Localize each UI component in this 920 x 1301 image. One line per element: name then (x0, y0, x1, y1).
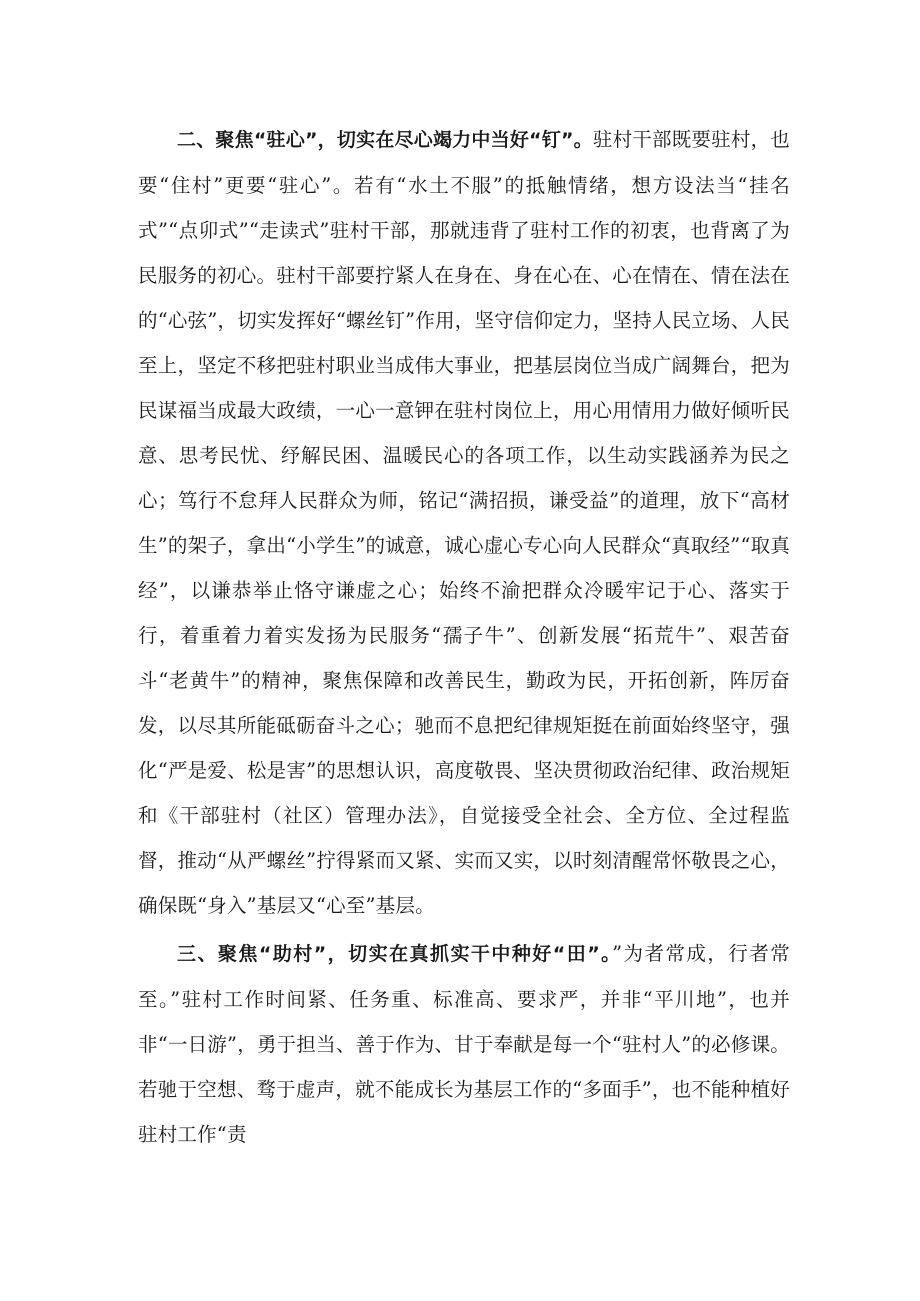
section-three-body: ”为者常成，行者常至。”驻村工作时间紧、任务重、标准高、要求严，并非“平川地”，也并非“一日游”，勇于担当、善于作为、甘于奉献是每一个“驻村人”的必修课。若驰于空想、骛于虚声，就不能成长为基层工作的“多面手”，也不能种植好驻村工作“责 (138, 942, 790, 1146)
paragraph-section-two (138, 117, 790, 928)
document-body (138, 117, 790, 1157)
section-three-heading: 三、聚焦“助村”，切实在真抓实干中种好“田”。 (177, 943, 613, 965)
paragraph-section-three (138, 931, 790, 1157)
section-two-body: 驻村干部既要驻村，也要“住村”更要“驻心”。若有“水土不服”的抵触情绪，想方设法当“挂名式”“点卯式”“走读式”驻村干部，那就违背了驻村工作的初衷，也背离了为民服务的初心。驻村干部要拧紧人在身在、身在心在、心在情在、情在法在的“心弦”，切实发挥好“螺丝钉”作用，坚守信仰定力，坚持人民立场、人民至上，坚定不移把驻村职业当成伟大事业，把基层岗位当成广阔舞台，把为民谋福当成最大政绩，一心一意钾在驻村岗位上，用心用情用力做好倾听民意、思考民忧、纾解民困、温暖民心的各项工作，以生动实践涵养为民之心；笃行不怠拜人民群众为师，铭记“满招损，谦受益”的道理，放下“高材生”的架子，拿出“小学生”的诚意，诚心虚心专心向人民群众“真取经”“取真经”，以谦恭举止恪守谦虚之心；始终不渝把群众冷暖牢记于心、落实于行，着重着力着实发扬为民服务“孺子牛”、创新发展“拓荒牛”、艰苦奋斗“老黄牛”的精神，聚焦保障和改善民生，勤政为民，开拓创新，阵厉奋发，以尽其所能砥砺奋斗之心；驰而不息把纪律规矩挺在前面始终坚守，强化“严是爱、松是害”的思想认识，高度敬畏、坚决贯彻政治纪律、政治规矩和《干部驻村（社区）管理办法》，自觉接受全社会、全方位、全过程监督，推动“从严螺丝”拧得紧而又紧、实而又实，以时刻清醒常怀敬畏之心，确保既“身入”基层又“心至”基层。 (138, 128, 791, 917)
section-two-heading: 二、聚焦“驻心”，切实在尽心竭力中当好“钉”。 (177, 129, 593, 151)
